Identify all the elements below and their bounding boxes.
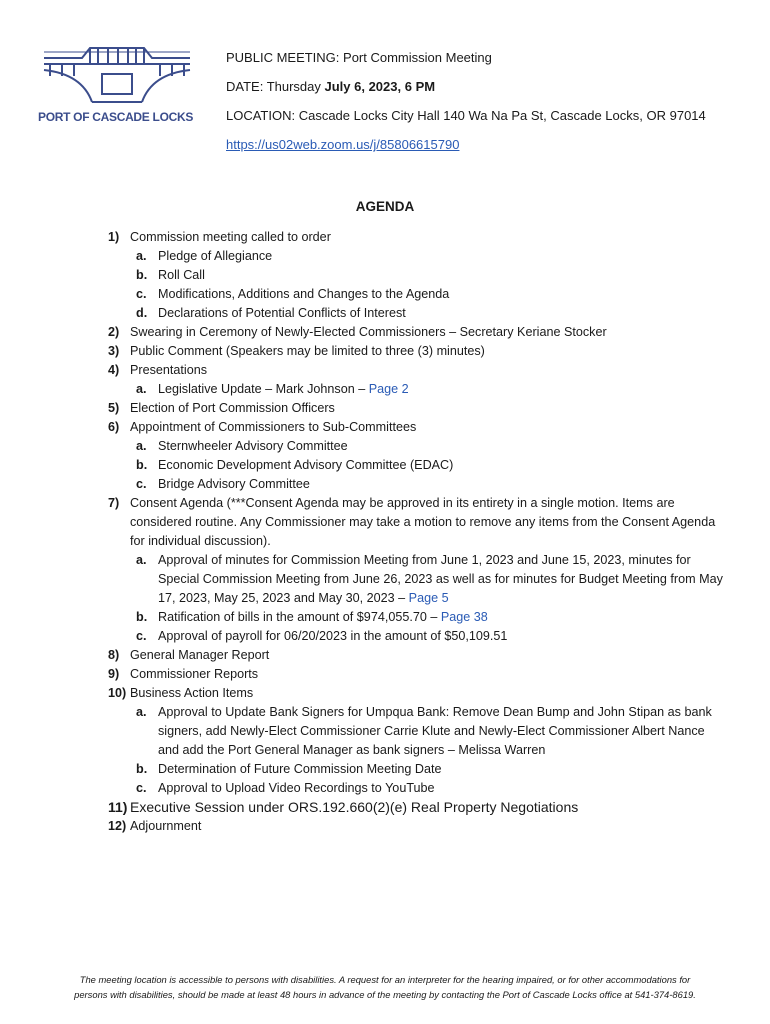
agenda-subitem-letter: b. — [136, 610, 148, 624]
agenda-item-text: Presentations — [130, 363, 208, 377]
meeting-line — [226, 50, 492, 65]
agenda-item — [108, 665, 728, 684]
agenda-item-number: 12) — [108, 819, 127, 833]
agenda-subitem-letter: a. — [136, 705, 147, 719]
agenda-subitem — [108, 285, 728, 304]
agenda-subitem-text — [158, 304, 728, 323]
agenda-item-text: Commissioner Reports — [130, 667, 259, 681]
agenda-subitem-body: Sternwheeler Advisory Committee — [158, 439, 348, 453]
agenda-item-number: 9) — [108, 667, 120, 681]
port-logo — [38, 44, 193, 124]
agenda-subitem-letter: b. — [136, 762, 148, 776]
agenda-subitem-letter: d. — [136, 306, 148, 320]
bridge-logo-icon — [42, 44, 192, 106]
agenda-subitem — [108, 551, 728, 608]
logo-text: PORT OF CASCADE LOCKS — [38, 110, 194, 124]
agenda-subitem — [108, 608, 728, 627]
agenda-subitem — [108, 703, 728, 760]
agenda-subitem — [108, 475, 728, 494]
meeting-label: PUBLIC MEETING: — [226, 50, 344, 65]
agenda-subitem-text — [158, 627, 728, 646]
agenda-item-number: 7) — [108, 496, 120, 510]
agenda-item-number: 10) — [108, 686, 127, 700]
agenda-subitem-text — [158, 608, 728, 627]
agenda-item — [108, 418, 728, 437]
page-reference-link[interactable]: Page 38 — [440, 610, 488, 624]
agenda-subitem-body: Modifications, Additions and Changes to the Agenda — [158, 287, 450, 301]
agenda-subitem — [108, 437, 728, 456]
agenda-subitem — [108, 247, 728, 266]
agenda-subitem-letter: c. — [136, 477, 147, 491]
agenda-subitem-letter: c. — [136, 287, 147, 301]
date-value: July 6, 2023, 6 PM — [324, 79, 436, 94]
agenda-item — [108, 323, 728, 342]
agenda-item-text: Election of Port Commission Officers — [130, 401, 335, 415]
agenda-subitem-body: Economic Development Advisory Committee (EDAC) — [158, 458, 454, 472]
agenda-subitem-body: Roll Call — [158, 268, 205, 282]
agenda-subitem-body: Pledge of Allegiance — [158, 249, 273, 263]
agenda-subitem-letter: b. — [136, 458, 148, 472]
agenda-list — [108, 228, 728, 836]
agenda-subitem-text — [158, 285, 728, 304]
agenda-subitem-text — [158, 456, 728, 475]
footer-line-2: persons with disabilities, should be made at least 48 hours in advance of the meeting by contacting the Port of Cascade Locks office at 541-374-8619. — [74, 989, 696, 1000]
agenda-item-text: Swearing in Ceremony of Newly-Elected Commissioners – Secretary Keriane Stocker — [130, 325, 607, 339]
agenda-item-number: 3) — [108, 344, 120, 358]
agenda-subitem — [108, 304, 728, 323]
agenda-subitem — [108, 779, 728, 798]
page-reference-link[interactable]: Page 2 — [368, 382, 409, 396]
page-reference-link[interactable]: Page 5 — [408, 591, 449, 605]
agenda-subitem-text — [158, 760, 728, 779]
accessibility-footer — [30, 972, 740, 1002]
agenda-subitem-text — [158, 247, 728, 266]
agenda-subitem-body: Approval of minutes for Commission Meeting from June 1, 2023 and June 15, 2023, minutes for Special Commission Meeting from June 26, 2023 as well as for minutes for Budget Meeting from May 17, 2023, May 25, 2023 and May 30, 2023 – — [158, 553, 723, 605]
agenda-item-number: 8) — [108, 648, 120, 662]
agenda-subitem — [108, 760, 728, 779]
agenda-subitem — [108, 380, 728, 399]
agenda-subitem-text — [158, 703, 728, 760]
date-line — [226, 79, 435, 94]
agenda-subitem — [108, 266, 728, 285]
date-label: DATE: Thursday — [226, 79, 325, 94]
agenda-item-text: Business Action Items — [130, 686, 254, 700]
agenda-item-number: 4) — [108, 363, 120, 377]
agenda-item-number: 6) — [108, 420, 120, 434]
agenda-subitem — [108, 456, 728, 475]
location-line: LOCATION: Cascade Locks City Hall 140 Wa Na Pa St, Cascade Locks, OR 97014 — [226, 108, 706, 123]
zoom-link[interactable]: https://us02web.zoom.us/j/85806615790 — [226, 137, 460, 152]
agenda-subitem-body: Bridge Advisory Committee — [158, 477, 310, 491]
meeting-value: Port Commission Meeting — [343, 50, 492, 65]
agenda-item-text: Consent Agenda (***Consent Agenda may be approved in its entirety in a single motion. Items are considered routine. Any Commissioner may take a motion to remove any items from the Consent Agenda for individual discussion). — [130, 496, 716, 548]
agenda-subitem — [108, 627, 728, 646]
agenda-subitem-letter: c. — [136, 781, 147, 795]
agenda-item-text: Adjournment — [130, 819, 202, 833]
agenda-item-number: 1) — [108, 230, 120, 244]
agenda-title: AGENDA — [355, 199, 415, 214]
agenda-item-text: Appointment of Commissioners to Sub-Committees — [130, 420, 417, 434]
agenda-subitem-text — [158, 551, 728, 608]
agenda-item — [108, 684, 728, 703]
agenda-subitem-body: Approval to Update Bank Signers for Umpqua Bank: Remove Dean Bump and John Stipan as bank signers, add Newly-Elect Commissioner Carrie Klute and Newly-Elect Commissioner Albert Nance and add the Port General Manager as bank signers – Melissa Warren — [158, 705, 712, 757]
footer-line-1: The meeting location is accessible to persons with disabilities. A request for an interpreter for the hearing impaired, or for other accommodations for — [79, 974, 691, 985]
agenda-subitem-body: Declarations of Potential Conflicts of Interest — [158, 306, 406, 320]
agenda-item — [108, 817, 728, 836]
agenda-subitem-body: Ratification of bills in the amount of $974,055.70 – — [158, 610, 441, 624]
agenda-subitem-letter: a. — [136, 553, 147, 567]
agenda-subitem-text — [158, 380, 728, 399]
agenda-item — [108, 798, 728, 817]
agenda-subitem-letter: a. — [136, 439, 147, 453]
agenda-subitem-text — [158, 779, 728, 798]
agenda-subitem-letter: a. — [136, 249, 147, 263]
agenda-item-text: Commission meeting called to order — [130, 230, 331, 244]
agenda-item-text: General Manager Report — [130, 648, 270, 662]
agenda-item-text: Executive Session under ORS.192.660(2)(e) Real Property Negotiations — [130, 799, 579, 815]
agenda-subitem-body: Approval to Upload Video Recordings to YouTube — [158, 781, 435, 795]
agenda-subitem-letter: a. — [136, 382, 147, 396]
agenda-subitem-body: Legislative Update – Mark Johnson – — [158, 382, 369, 396]
agenda-item-number: 2) — [108, 325, 120, 339]
agenda-item — [108, 361, 728, 380]
agenda-subitem-text — [158, 475, 728, 494]
agenda-subitem-body: Determination of Future Commission Meeting Date — [158, 762, 442, 776]
agenda-subitem-body: Approval of payroll for 06/20/2023 in the amount of $50,109.51 — [158, 629, 508, 643]
agenda-subitem-letter: c. — [136, 629, 147, 643]
agenda-item — [108, 399, 728, 418]
agenda-subitem-text — [158, 437, 728, 456]
agenda-item-number: 11) — [108, 799, 128, 815]
agenda-item — [108, 228, 728, 247]
agenda-subitem-letter: b. — [136, 268, 148, 282]
agenda-item — [108, 646, 728, 665]
agenda-subitem-text — [158, 266, 728, 285]
agenda-item-text: Public Comment (Speakers may be limited to three (3) minutes) — [130, 344, 485, 358]
agenda-item — [108, 494, 728, 551]
agenda-item-number: 5) — [108, 401, 120, 415]
agenda-item — [108, 342, 728, 361]
